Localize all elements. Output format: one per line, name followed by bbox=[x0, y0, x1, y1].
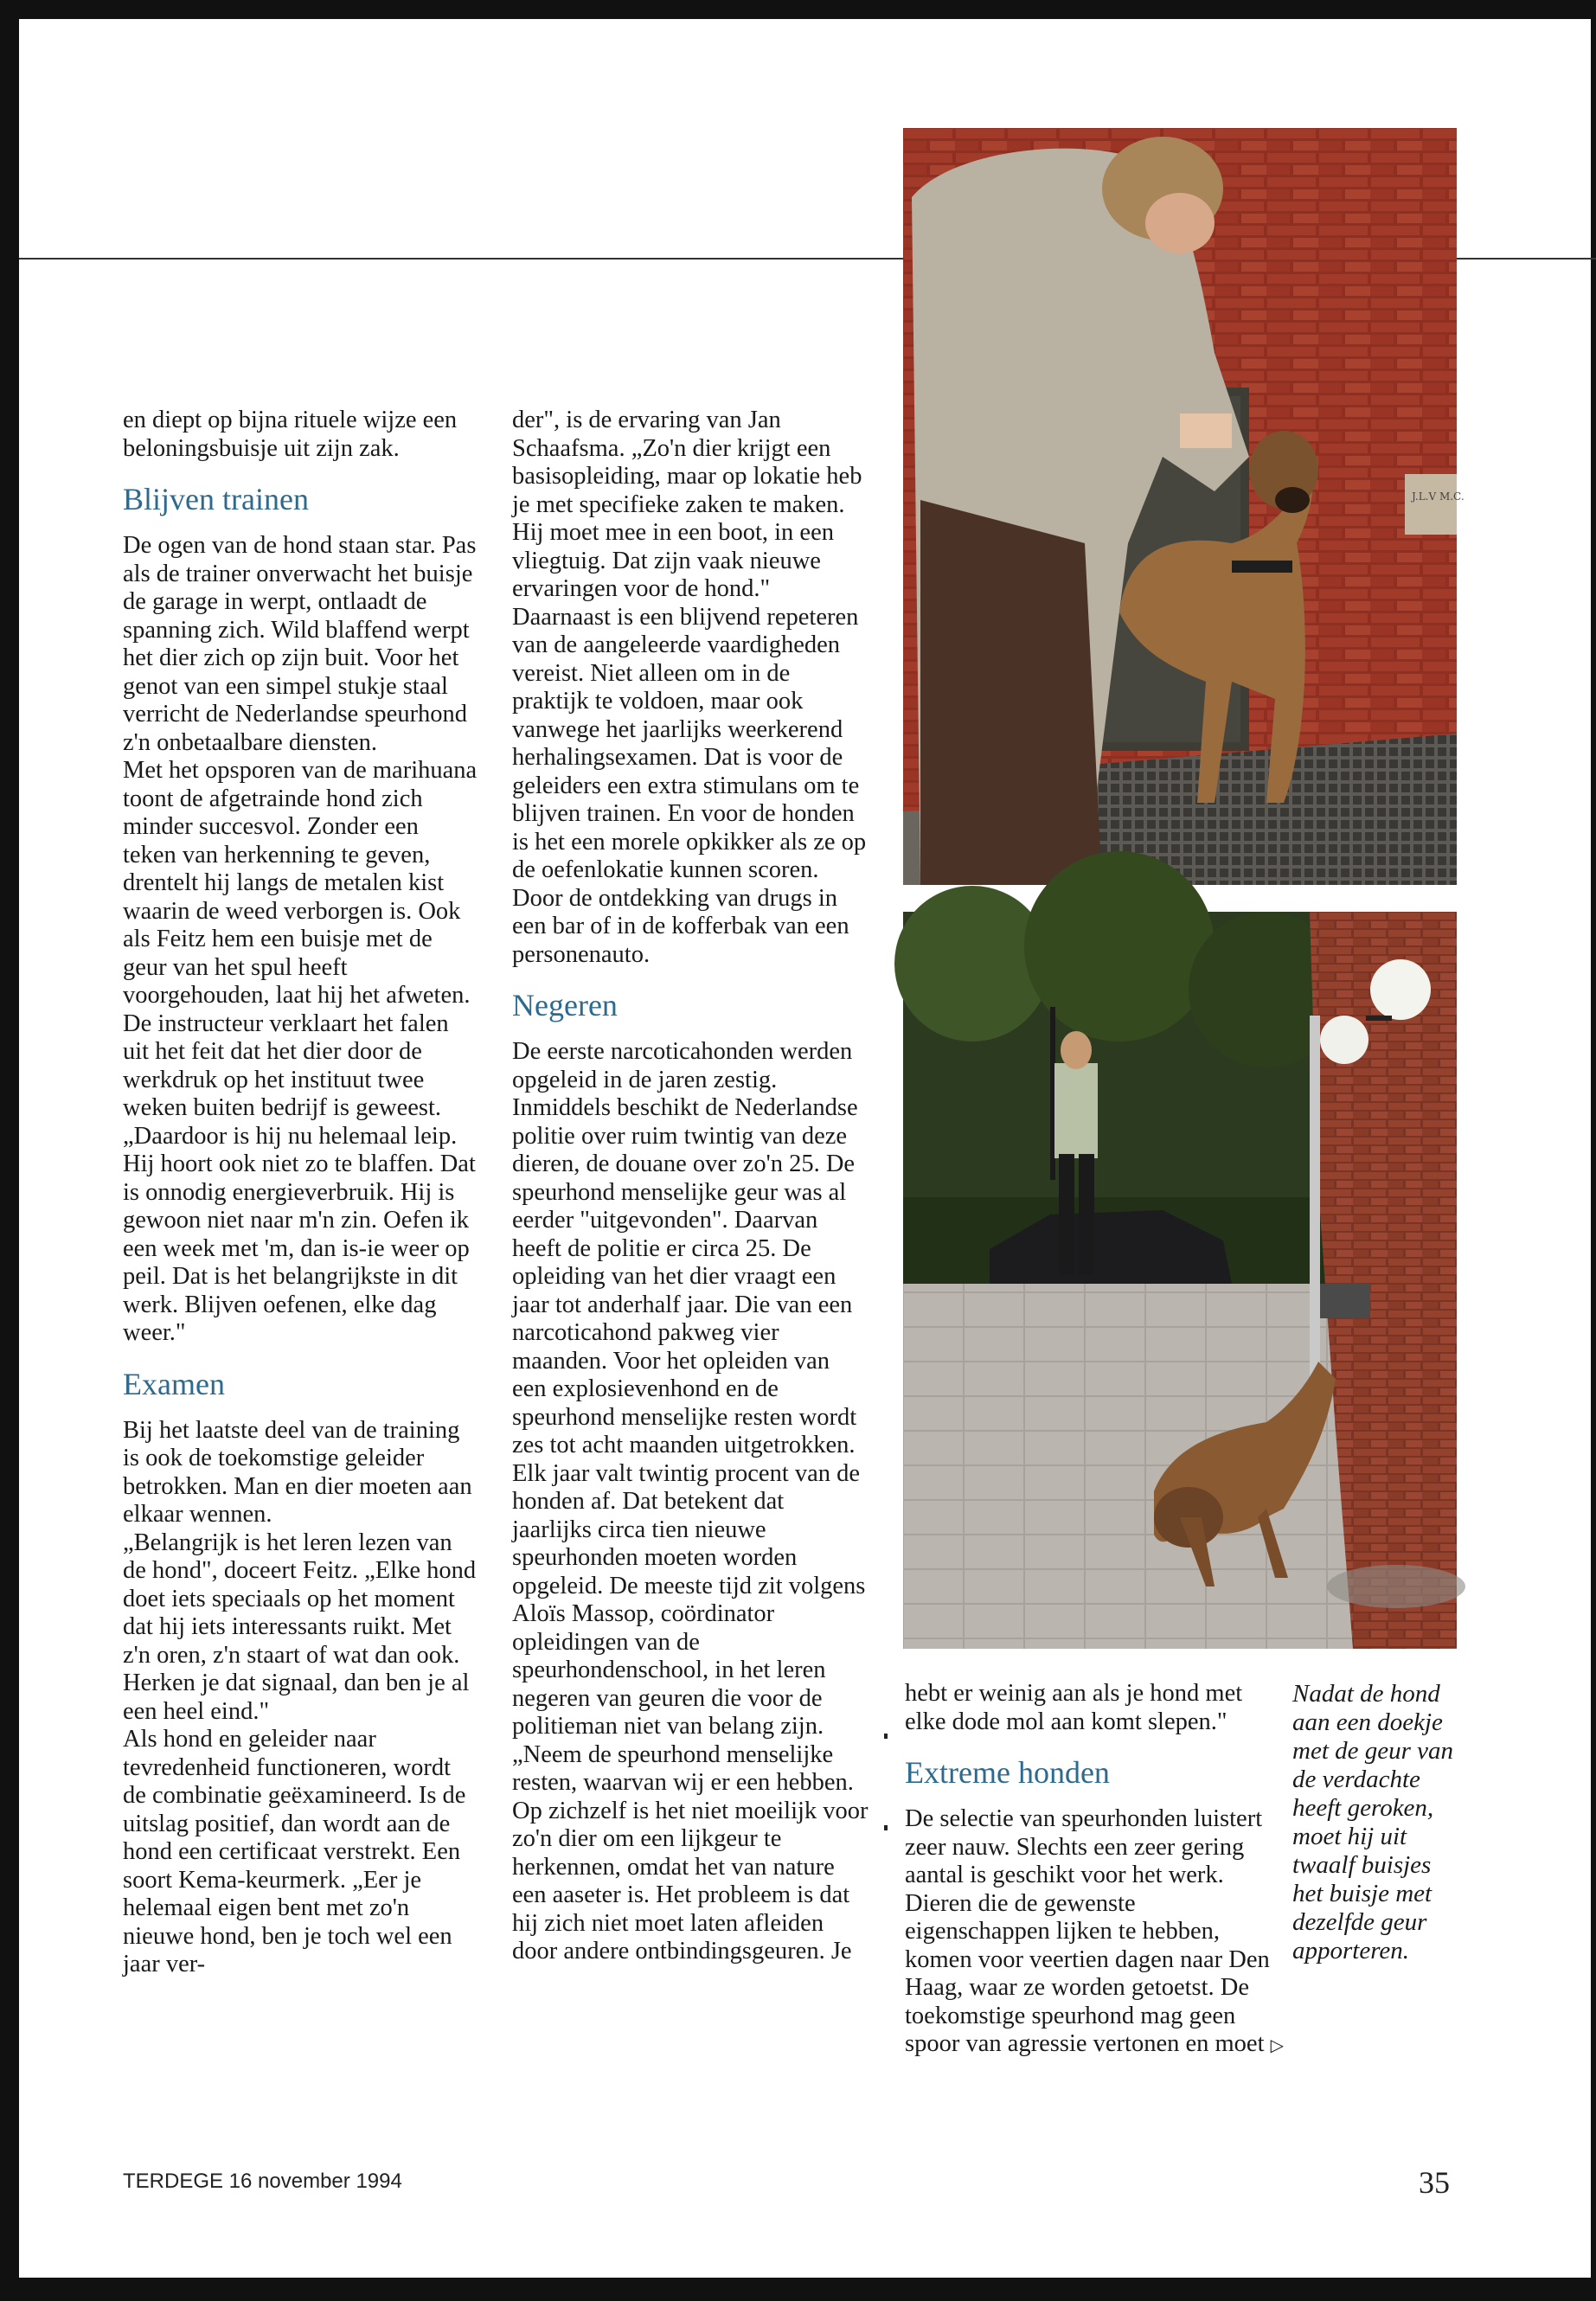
continue-arrow-icon: ▷ bbox=[1270, 2035, 1285, 2055]
photo-dog-searching-illustration bbox=[903, 912, 1457, 1649]
section-heading: Negeren bbox=[512, 988, 618, 1022]
page-border-left bbox=[0, 0, 19, 2301]
page-number: 35 bbox=[1419, 2165, 1450, 2200]
paragraph: De eerste narcoticahonden werden opgeleid in de jaren zestig. Inmiddels beschikt de Nederlandse politie over ruim twintig van deze dieren, de douane over zo'n 25. De speurhond menselijke geur was al eerder "uitgevonden". Daarvan heeft de politie er circa 25. De opleiding van het dier vraagt een jaar tot anderhalf jaar. Die van een narcoticahond pakweg vier maanden. Voor het opleiden van een explosievenhond en de speurhond menselijke resten wordt zes tot acht maanden uitgetrokken. bbox=[512, 1038, 858, 1458]
section-heading: Blijven trainen bbox=[123, 482, 309, 516]
scan-mark bbox=[884, 1825, 888, 1830]
paragraph bbox=[905, 1805, 1285, 2060]
scan-mark bbox=[884, 1734, 888, 1739]
paragraph: Elk jaar valt twintig procent van de honden af. Dat betekent dat jaarlijks circa tien nieuwe speurhonden moeten worden opgeleid. De meeste tijd zit volgens Aloïs Massop, coördinator opleidingen van de speurhondenschool, in het leren negeren van geuren die voor de politieman niet van belang zijn. „Neem de speurhond menselijke resten, waarvan wij er een hebben. Op zichzelf is het niet moeilijk voor zo'n dier om een lijkgeur te herkennen, omdat het van nature een aaseter is. Het probleem is dat hij zich niet moet laten afleiden door andere ontbindingsgeuren. Je bbox=[512, 1459, 869, 1965]
photo-dog-searching bbox=[903, 912, 1457, 1649]
paragraph: De ogen van de hond staan star. Pas als de trainer onverwacht het buisje de garage in werpt, ontlaadt de spanning zich. Wild blaffend werpt het dier zich op zijn buit. Voor het genot van een simpel stukje staal verricht de Nederlandse speurhond z'n onbetaalbare diensten. bbox=[123, 532, 477, 756]
photo-trainer-with-dog-illustration bbox=[903, 128, 1465, 885]
article-column-2 bbox=[512, 407, 869, 1966]
paragraph: „Belangrijk is het leren lezen van de hond", doceert Feitz. „Elke hond doet iets speciaals op het moment dat hij iets interessants ruikt. Met z'n oren, z'n staart of wat dan ook. Herken je dat signaal, dan ben je al een heel eind." bbox=[123, 1529, 477, 1725]
paragraph: Als hond en geleider naar tevredenheid functioneren, wordt de combinatie geëxamineerd. Is de uitslag positief, dan wordt aan de hond een certificaat verstrekt. Een soort Kema-keurmerk. „Eer je helemaal eigen bent met zo'n nieuwe hond, ben je toch wel een jaar ver- bbox=[123, 1726, 466, 1977]
article-column-1 bbox=[123, 407, 478, 1979]
footer-magazine-date: TERDEGE 16 november 1994 bbox=[123, 2170, 402, 2193]
section-heading: Examen bbox=[123, 1366, 225, 1401]
paragraph: „Daardoor is hij nu helemaal leip. Hij hoort ook niet zo te blaffen. Dat is onnodig energieverbruik. Hij is gewoon niet naar m'n zin. Oefen ik een week met 'm, dan is-ie weer op peil. Dat is het belangrijkste in dit werk. Blijven oefenen, elke dag weer." bbox=[123, 1122, 476, 1346]
paragraph: Met het opsporen van de marihuana toont de afgetrainde hond zich minder succesvol. Zonder een teken van herkenning te geven, drentelt hij langs de metalen kist waarin de weed verborgen is. Ook als Feitz hem een buisje met de geur van het spul heeft voorgehouden, laat hij het afweten. De instructeur verklaart het falen uit het feit dat het dier door de werkdruk op het instituut twee weken buiten bedrijf is geweest. bbox=[123, 757, 478, 1121]
paragraph: en diept op bijna rituele wijze een beloningsbuisje uit zijn zak. bbox=[123, 407, 458, 462]
page-border-right bbox=[1591, 0, 1596, 2301]
page-border-top bbox=[0, 0, 1596, 19]
paragraph: hebt er weinig aan als je hond met elke dode mol aan komt slepen." bbox=[905, 1680, 1243, 1735]
article-column-3 bbox=[905, 1680, 1285, 2060]
page-border-bottom bbox=[0, 2278, 1596, 2301]
paragraph: der", is de ervaring van Jan Schaafsma. „Zo'n dier krijgt een basisopleiding, maar op lokatie heb je met specifieke zaken te maken. Hij moet mee in een boot, in een vliegtuig. Dat zijn vaak nieuwe ervaringen voor de hond." bbox=[512, 407, 862, 602]
wall-plaque-text: J.L.V M.C. bbox=[1412, 490, 1465, 503]
photo-caption: Nadat de hond aan een doekje met de geur van de verdachte heeft geroken, moet hij uit twaalf buisjes het buisje met dezelfde geur apporteren. bbox=[1292, 1680, 1454, 1965]
paragraph: Daarnaast is een blijvend repeteren van de aangeleerde vaardigheden vereist. Niet alleen om in de praktijk te voldoen, maar ook vanwege het jaarlijks weerkerend herhalingsexamen. Dat is voor de geleiders een extra stimulans om te blijven trainen. En voor de honden is het een morele opkikker als ze op de oefenlokatie kunnen scoren. Door de ontdekking van drugs in een bar of in de kofferbak van een personenauto. bbox=[512, 603, 867, 968]
paragraph-text: De selectie van speurhonden luistert zeer nauw. Slechts een zeer gering aantal is geschikt voor het werk. Dieren die de gewenste eigenschappen lijken te hebben, komen voor veertien dagen naar Den Haag, waar ze worden getoetst. De toekomstige speurhond mag geen spoor van agressie vertonen en moet bbox=[905, 1805, 1270, 2057]
section-heading: Extreme honden bbox=[905, 1755, 1110, 1790]
photo-trainer-with-dog bbox=[903, 128, 1465, 885]
paragraph: Bij het laatste deel van de training is ook de toekomstige geleider betrokken. Man en dier moeten aan elkaar wennen. bbox=[123, 1416, 472, 1528]
